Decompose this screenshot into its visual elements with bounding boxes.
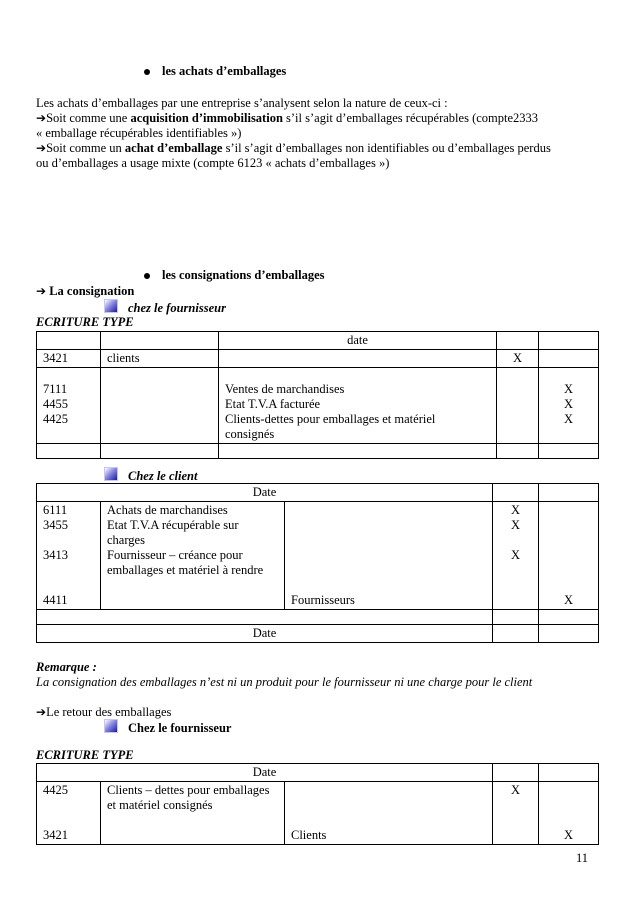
bullet-icon <box>144 69 150 75</box>
remarque-text: La consignation des emballages n’est ni un produit pour le fournisseur ni une charge pour le client <box>36 675 533 689</box>
subheading-fournisseur: chez le fournisseur <box>104 299 226 316</box>
ecriture-type-2: ECRITURE TYPE <box>36 748 134 762</box>
intro-paragraph: Les achats d’emballages par une entreprise s’analysent selon la nature de ceux-ci : ➔Soit comme une acquisition d’immobilisation s’il s’agit d’emballages récupérables (compte2333 « emballage récupérables identifiables ») ➔Soit comme un achat d’emballage s’il s’agit d’emballages non identifiables ou d’emballages perdus ou d’emballages a usage mixte (compte 6123 « achats d’emballages ») <box>36 96 606 171</box>
option-immobilisation: ➔Soit comme une acquisition d’immobilisation s’il s’agit d’emballages récupérables (compte2333 <box>36 111 539 125</box>
subheading-client: Chez le client <box>104 467 197 484</box>
consignation-title: ➔ La consignation <box>36 284 135 298</box>
page-number: 11 <box>576 851 589 865</box>
square-bullet-icon <box>104 719 118 733</box>
table-row: Date <box>37 625 599 643</box>
heading-consignations: les consignations d’emballages <box>144 268 325 283</box>
arrow-icon: ➔ <box>36 284 47 298</box>
square-bullet-icon <box>104 299 118 313</box>
arrow-icon: ➔ <box>36 141 47 155</box>
remarque-title: Remarque : <box>36 660 97 674</box>
table-row: 3421 clients X <box>37 350 599 368</box>
table-row: Date <box>37 764 599 782</box>
heading-achats-emballages: les achats d’emballages <box>144 64 286 79</box>
ledger-retour <box>36 763 599 845</box>
option-achat-emballage: ➔Soit comme un achat d’emballage s’il s’agit d’emballages non identifiables ou d’emballages perdus <box>36 141 551 155</box>
ecriture-type-1: ECRITURE TYPE <box>36 315 134 329</box>
ledger-fournisseur <box>36 331 599 459</box>
table-row: 4425 3421 Clients – dettes pour emballages et matériel consignés Clients X X <box>37 782 599 845</box>
table-row <box>37 610 599 625</box>
table-row: Date <box>37 484 599 502</box>
table-row: 7111 4455 4425 Ventes de marchandises Etat T.V.A facturée Clients-dettes pour emballages et matériel consignés X X X <box>37 368 599 444</box>
arrow-icon: ➔ <box>36 111 47 125</box>
bullet-icon <box>144 273 150 279</box>
ledger-client <box>36 483 599 643</box>
table-row <box>37 444 599 459</box>
arrow-icon: ➔ <box>36 705 47 719</box>
subheading-fournisseur-retour: Chez le fournisseur <box>104 719 231 736</box>
table-row: date <box>37 332 599 350</box>
retour-title: ➔Le retour des emballages <box>36 705 172 719</box>
square-bullet-icon <box>104 467 118 481</box>
table-row: 6111 3455 3413 4411 Achats de marchandises Etat T.V.A récupérable sur charges Fournisseur – créance pour emballages et matériel à rendre Fournisseurs X X X X <box>37 502 599 610</box>
